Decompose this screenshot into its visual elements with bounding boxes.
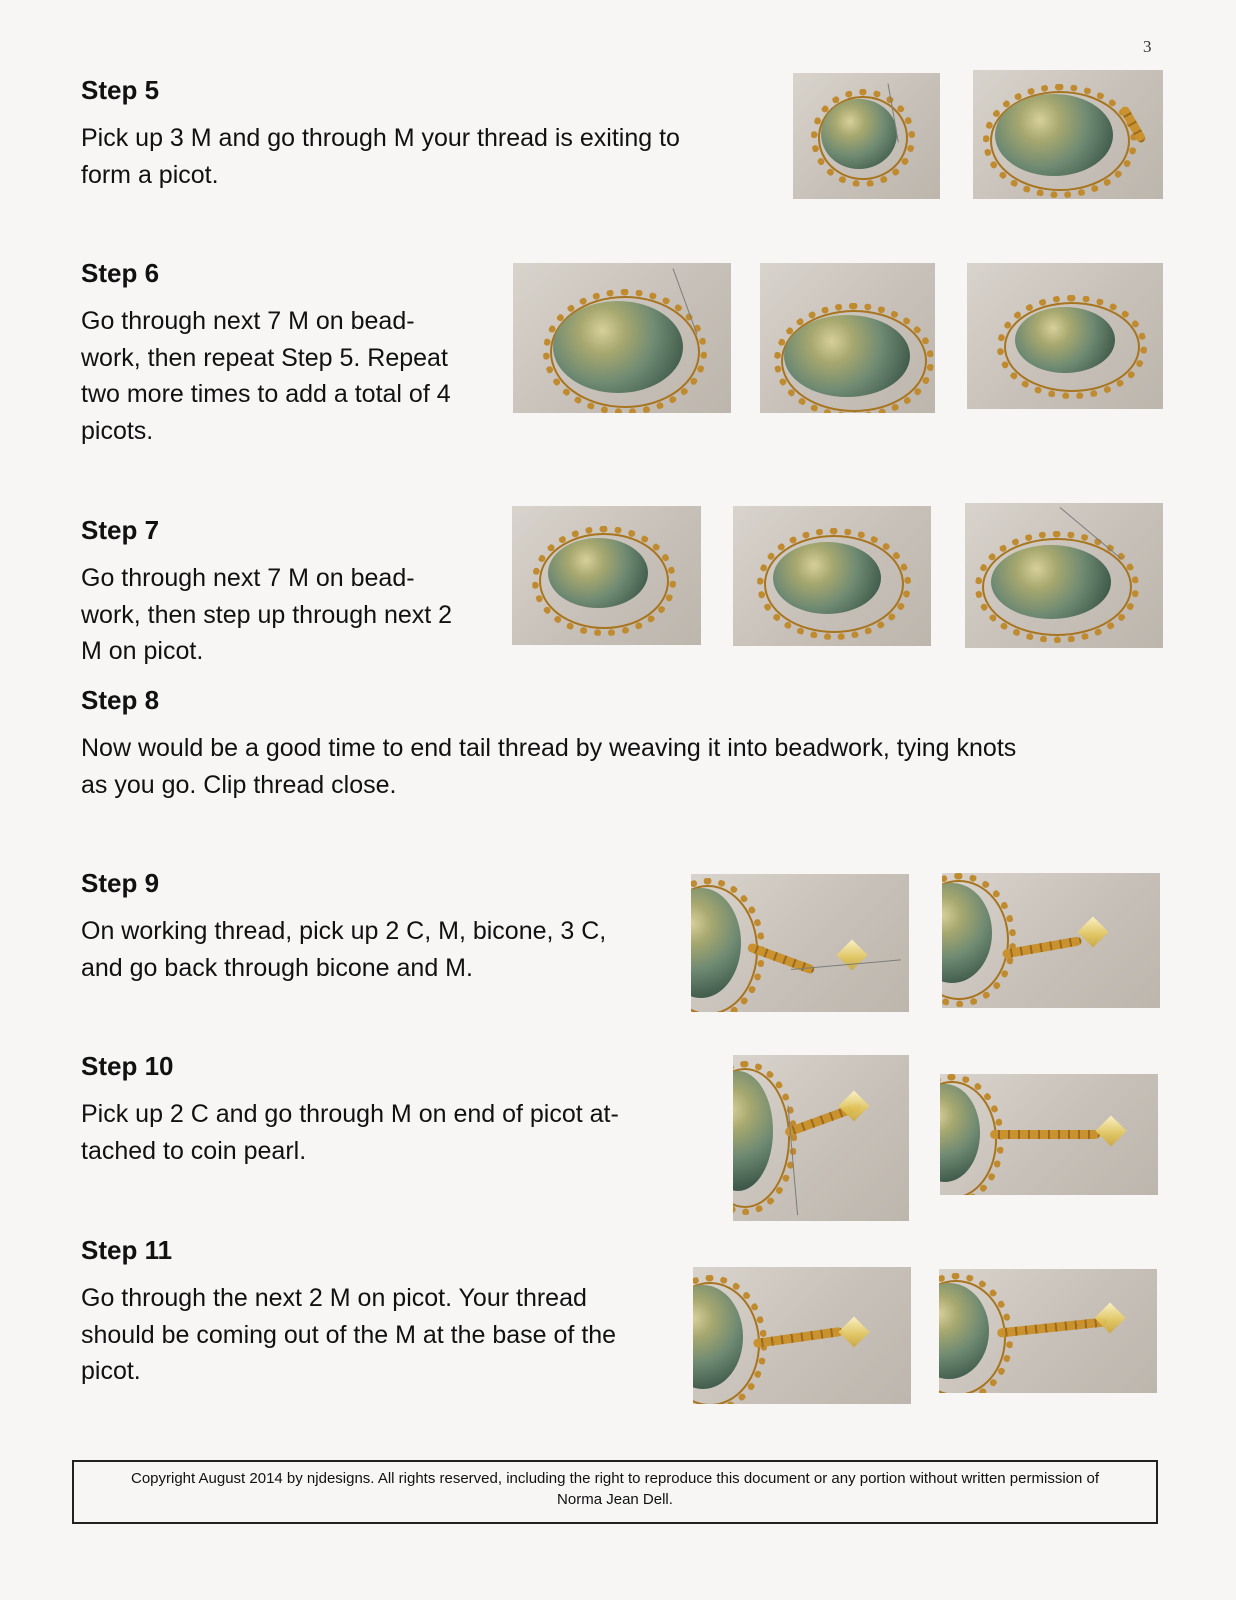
step-text: Go through the next 2 M on picot. Your thread should be coming out of the M at the base of the picot.: [81, 1284, 617, 1385]
copyright-line-1: Copyright August 2014 by njdesigns. All rights reserved, including the right to reproduce this document or any portion without written permission of: [130, 1470, 1100, 1487]
page-number: 3: [1143, 37, 1152, 56]
step-title: Step 11: [81, 1235, 173, 1265]
step-7-photo-3: [965, 503, 1163, 648]
step-9-photo-2: [942, 873, 1160, 1008]
step-6-photo-2: [760, 263, 935, 413]
step-9-photo-1: [691, 874, 909, 1012]
step-5-photo-1: [793, 73, 940, 199]
step-text: Pick up 3 M and go through M your thread is exiting to form a picot.: [81, 124, 680, 189]
step-5: [81, 74, 680, 193]
step-text: Go through next 7 M on bead- work, then repeat Step 5. Repeat two more times to add a total of 4 picots.: [81, 307, 451, 445]
step-10-photo-1: [733, 1055, 909, 1221]
step-text: Go through next 7 M on bead- work, then step up through next 2 M on picot.: [81, 564, 453, 665]
step-title: Step 10: [81, 1051, 174, 1081]
step-10-photo-2: [940, 1074, 1158, 1195]
step-title: Step 8: [81, 685, 160, 715]
step-text: On working thread, pick up 2 C, M, bicone, 3 C, and go back through bicone and M.: [81, 917, 607, 982]
step-11-photo-1: [693, 1267, 911, 1404]
copyright-line-2: Norma Jean Dell.: [557, 1491, 673, 1508]
step-7: [81, 514, 452, 670]
step-6-photo-3: [967, 263, 1163, 409]
step-10: [81, 1050, 619, 1169]
step-11: [81, 1234, 616, 1390]
step-title: Step 7: [81, 515, 160, 545]
step-6: [81, 257, 451, 449]
step-6-photo-1: [513, 263, 731, 413]
step-title: Step 6: [81, 258, 160, 288]
step-title: Step 9: [81, 868, 160, 898]
step-7-photo-2: [733, 506, 931, 646]
step-7-photo-1: [512, 506, 701, 645]
step-title: Step 5: [81, 75, 160, 105]
copyright-footer: [72, 1460, 1158, 1524]
step-5-photo-2: [973, 70, 1163, 199]
step-9: [81, 867, 606, 986]
step-8: [81, 684, 1016, 803]
step-11-photo-2: [939, 1269, 1157, 1393]
step-text: Pick up 2 C and go through M on end of picot at- tached to coin pearl.: [81, 1100, 619, 1165]
step-text: Now would be a good time to end tail thread by weaving it into beadwork, tying knots as you go. Clip thread close.: [81, 734, 1017, 799]
